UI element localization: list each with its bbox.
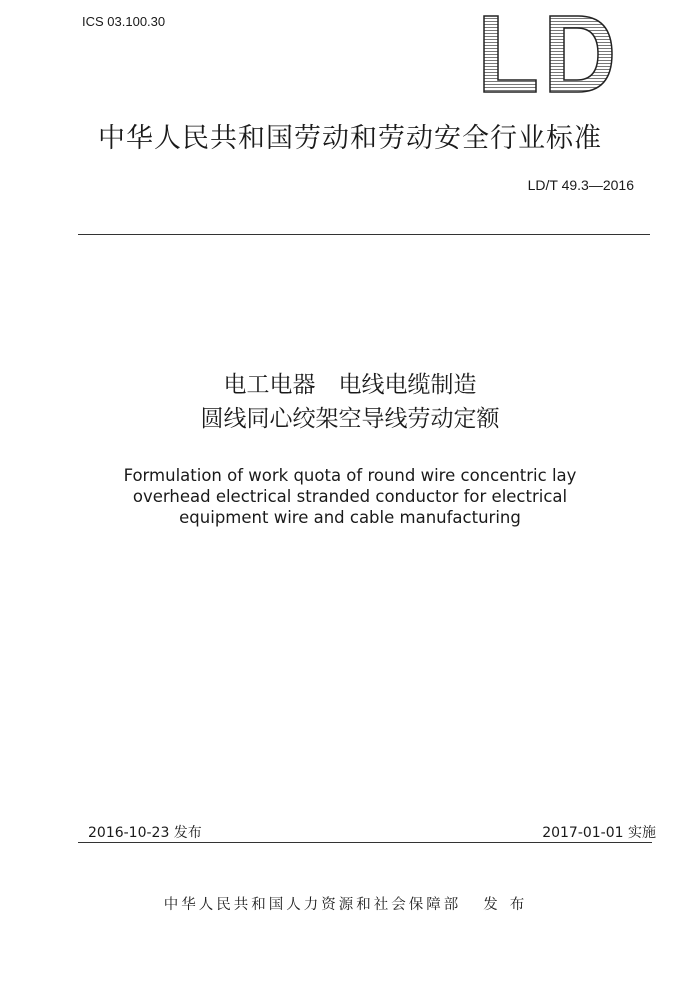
title-cn-line-2: 圆线同心绞架空导线劳动定额 xyxy=(200,406,500,432)
publisher-organization: 中华人民共和国人力资源和社会保障部 xyxy=(163,897,462,913)
standard-category: 中华人民共和国劳动和劳动安全行业标准 xyxy=(98,123,602,154)
publisher-action: 发布 xyxy=(483,897,537,913)
title-en-line-2: overhead electrical stranded conductor for electrical xyxy=(132,487,568,506)
top-divider xyxy=(78,234,650,235)
bottom-divider xyxy=(78,842,652,843)
ics-code: ICS 03.100.30 xyxy=(82,14,166,29)
standard-number: LD/T 49.3—2016 xyxy=(527,177,634,193)
title-en-line-1: Formulation of work quota of round wire concentric lay xyxy=(123,466,577,485)
implementation-date: 2017-01-01 实施 xyxy=(542,825,656,841)
issue-date: 2016-10-23 发布 xyxy=(88,825,202,841)
title-cn-line-1: 电工电器 电线电缆制造 xyxy=(223,372,477,398)
ld-logo xyxy=(478,14,618,94)
publisher-line xyxy=(0,893,700,914)
title-en-line-3: equipment wire and cable manufacturing xyxy=(179,508,521,527)
